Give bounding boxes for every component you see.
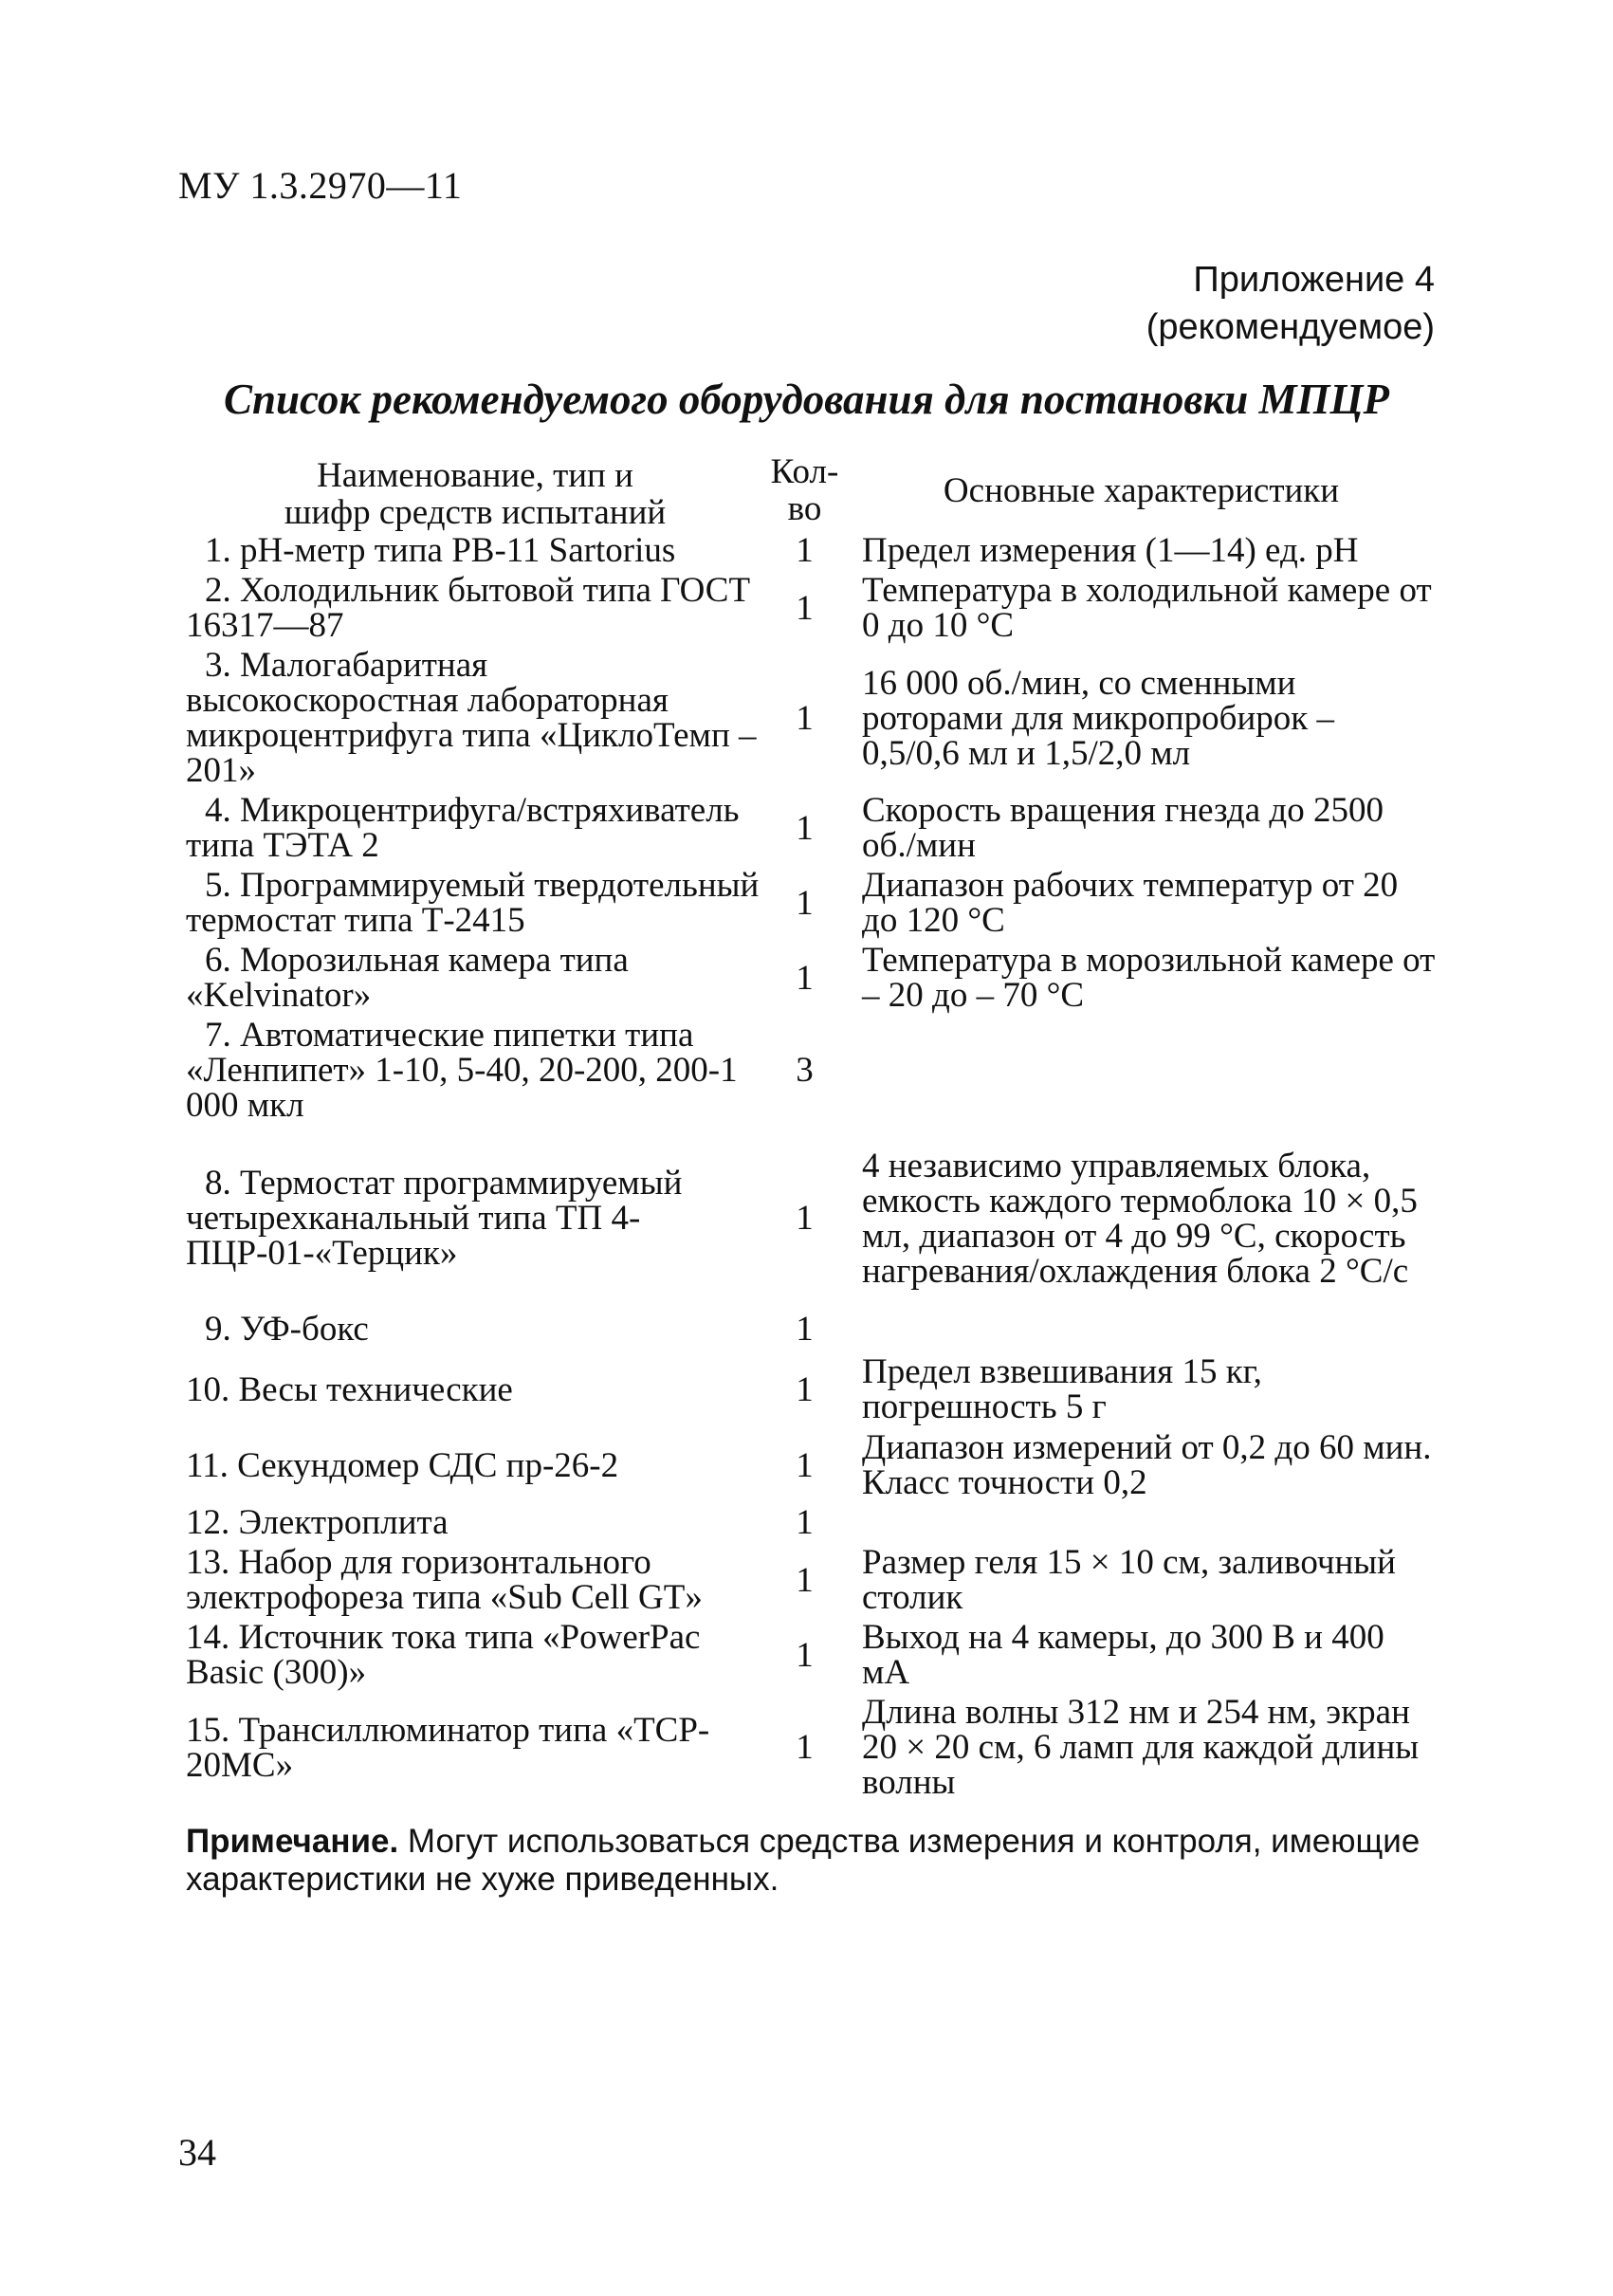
header-name-line1: Наименование, тип и (317, 456, 633, 495)
note (186, 1823, 1438, 1899)
row-specs: Диапазон рабочих температур от 20 до 120 °С (862, 866, 1399, 940)
header-qty-line1: Кол- (770, 452, 839, 491)
row-specs: 16 000 об./мин, со сменными роторами для микропробирок – 0,5/0,6 мл и 1,5/2,0 мл (862, 663, 1334, 773)
table-row (186, 1545, 1438, 1615)
header-qty-line2: во (787, 489, 822, 528)
row-name: 1. pH-метр типа PB-11 Sartorius (205, 531, 676, 570)
row-qty: 1 (796, 1199, 814, 1238)
header-qty (764, 453, 845, 527)
row-qty: 1 (796, 1560, 814, 1600)
row-qty: 1 (796, 1728, 814, 1767)
row-name: 2. Холодильник бытовой типа ГОСТ 16317—87 (186, 571, 751, 645)
row-qty: 3 (796, 1051, 814, 1090)
table-row (186, 1620, 1438, 1690)
table-row (186, 1312, 1438, 1347)
table-header (186, 452, 1438, 532)
row-name: 3. Малогабаритная высокоскоростная лабораторная микроцентрифуга типа «ЦиклоТемп – 201» (186, 646, 757, 790)
row-qty: 1 (796, 531, 814, 570)
table-row (186, 1695, 1438, 1800)
row-specs: Температура в холодильной камере от 0 до 10 °С (862, 571, 1432, 645)
row-name: 5. Программируемый твердотельный термостат типа Т-2415 (186, 866, 760, 940)
row-qty: 1 (796, 1635, 814, 1675)
table-row (186, 648, 1438, 788)
document-code: МУ 1.3.2970—11 (178, 164, 463, 207)
page-number: 34 (178, 2131, 216, 2174)
row-name: 8. Термостат программируемый четырехканальный типа ТП 4-ПЦР-01-«Терцик» (186, 1164, 683, 1273)
row-qty: 1 (796, 698, 814, 738)
row-name: 14. Источник тока типа «PowerPac Basic (300)» (186, 1618, 701, 1692)
row-name: 7. Автоматические пипетки типа «Ленпипет» 1-10, 5-40, 20-200, 200-1 000 мкл (186, 1016, 738, 1125)
header-name (186, 453, 764, 532)
appendix-header (1146, 256, 1435, 351)
row-qty: 1 (796, 588, 814, 628)
row-name: 4. Микроцентрифуга/встряхиватель типа ТЭТА 2 (186, 791, 740, 865)
table-row (186, 793, 1438, 863)
page-title: Список рекомендуемого оборудования для постановки МПЦР (223, 376, 1390, 423)
table-row (186, 1505, 1438, 1540)
table-row (186, 573, 1438, 643)
row-qty: 1 (796, 958, 814, 998)
row-specs: Выход на 4 камеры, до 300 В и 400 мА (862, 1618, 1384, 1692)
row-specs: Предел взвешивания 15 кг, погрешность 5 г (862, 1352, 1262, 1426)
table-row (186, 943, 1438, 1013)
table-row (186, 1354, 1438, 1424)
row-qty: 1 (796, 1310, 814, 1349)
row-name: 15. Трансиллюминатор типа «TCP-20MC» (186, 1710, 710, 1785)
row-name: 13. Набор для горизонтального электрофореза типа «Sub Cell GT» (186, 1543, 703, 1617)
table-row (186, 868, 1438, 938)
header-name-line2: шифр средств испытаний (284, 493, 667, 532)
row-name: 6. Морозильная камера типа «Kelvinator» (186, 941, 629, 1015)
row-specs: Предел измерения (1—14) ед. pH (862, 531, 1359, 570)
row-specs: Длина волны 312 нм и 254 нм, экран 20 × 20 см, 6 ламп для каждой длины волны (862, 1693, 1420, 1802)
header-specs: Основные характеристики (943, 470, 1340, 510)
row-qty: 1 (796, 808, 814, 848)
row-qty: 1 (796, 1369, 814, 1409)
table-row (186, 1430, 1438, 1500)
table-row (186, 1018, 1438, 1123)
table-row (186, 1130, 1438, 1306)
row-specs: Размер геля 15 × 10 см, заливочный столик (862, 1543, 1396, 1617)
row-qty: 1 (796, 1445, 814, 1485)
equipment-table (186, 453, 1438, 1805)
row-name: 12. Электроплита (186, 1503, 449, 1542)
appendix-title: Приложение 4 (1193, 260, 1435, 300)
row-qty: 1 (796, 1503, 814, 1542)
row-qty: 1 (796, 883, 814, 923)
row-name: 10. Весы технические (186, 1369, 513, 1409)
row-name: 11. Секундомер СДС пр-26-2 (186, 1445, 619, 1485)
table-row (186, 533, 1438, 568)
appendix-type: (рекомендуемое) (1146, 307, 1435, 347)
row-specs: 4 независимо управляемых блока, емкость каждого термоблока 10 × 0,5 мл, диапазон от 4 до 99 °С, скорость нагревания/охлаждения блока 2 °С/с (862, 1146, 1418, 1291)
row-specs: Скорость вращения гнезда до 2500 об./мин (862, 791, 1384, 865)
note-label: Примечание. (186, 1823, 399, 1860)
row-specs: Диапазон измерений от 0,2 до 60 мин. Класс точности 0,2 (862, 1428, 1432, 1502)
row-specs: Температура в морозильной камере от – 20 до – 70 °С (862, 941, 1436, 1015)
note-text: Могут использоваться средства измерения и контроля, имеющие характеристики не хуже приведенных. (186, 1823, 1421, 1898)
row-name: 9. УФ-бокс (205, 1310, 369, 1349)
